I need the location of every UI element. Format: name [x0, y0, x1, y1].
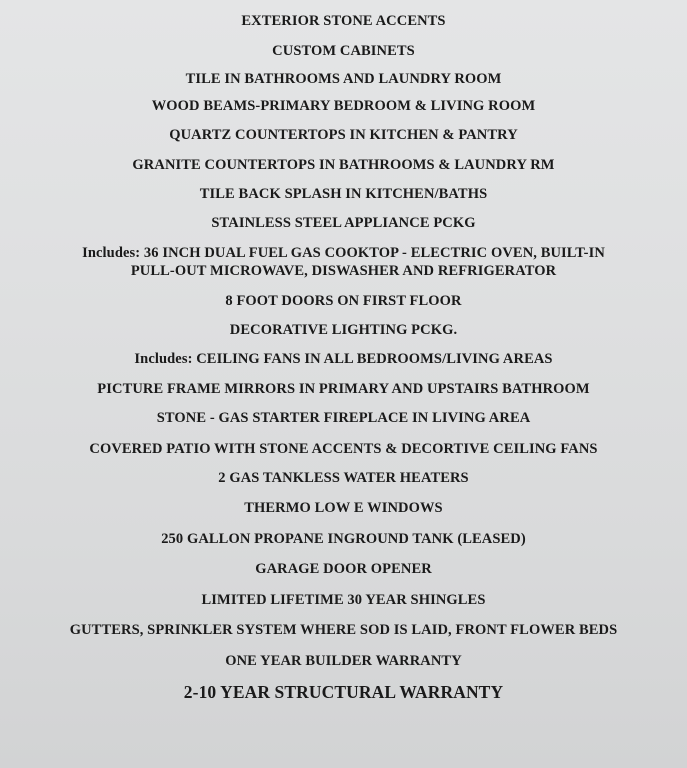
feature-line: PULL-OUT MICROWAVE, DISWASHER AND REFRIGERATOR: [130, 263, 557, 279]
feature-line: Includes: 36 INCH DUAL FUEL GAS COOKTOP - ELECTRIC OVEN, BUILT-IN: [82, 245, 605, 261]
feature-line: TILE IN BATHROOMS AND LAUNDRY ROOM: [185, 71, 502, 87]
feature-line: TILE BACK SPLASH IN KITCHEN/BATHS: [199, 186, 488, 202]
feature-line: STAINLESS STEEL APPLIANCE PCKG: [211, 215, 476, 231]
feature-line: GUTTERS, SPRINKLER SYSTEM WHERE SOD IS LAID, FRONT FLOWER BEDS: [69, 622, 618, 638]
feature-line: 2 GAS TANKLESS WATER HEATERS: [218, 470, 469, 486]
feature-line: 8 FOOT DOORS ON FIRST FLOOR: [225, 293, 462, 309]
feature-line: QUARTZ COUNTERTOPS IN KITCHEN & PANTRY: [169, 127, 518, 143]
feature-line: WOOD BEAMS-PRIMARY BEDROOM & LIVING ROOM: [151, 98, 536, 114]
feature-line: LIMITED LIFETIME 30 YEAR SHINGLES: [201, 592, 486, 608]
feature-line: EXTERIOR STONE ACCENTS: [241, 13, 446, 29]
feature-line: GRANITE COUNTERTOPS IN BATHROOMS & LAUNDRY RM: [132, 157, 555, 173]
feature-line: STONE - GAS STARTER FIREPLACE IN LIVING AREA: [156, 410, 531, 426]
feature-line: 2-10 YEAR STRUCTURAL WARRANTY: [183, 682, 504, 702]
feature-line: DECORATIVE LIGHTING PCKG.: [229, 322, 458, 338]
feature-line: ONE YEAR BUILDER WARRANTY: [225, 653, 462, 669]
feature-line: CUSTOM CABINETS: [272, 43, 415, 59]
feature-line: GARAGE DOOR OPENER: [255, 561, 432, 577]
feature-line: 250 GALLON PROPANE INGROUND TANK (LEASED): [161, 531, 526, 547]
feature-line: PICTURE FRAME MIRRORS IN PRIMARY AND UPSTAIRS BATHROOM: [97, 381, 590, 397]
feature-line: THERMO LOW E WINDOWS: [244, 500, 443, 516]
feature-line: Includes: CEILING FANS IN ALL BEDROOMS/LIVING AREAS: [134, 351, 553, 367]
feature-line: COVERED PATIO WITH STONE ACCENTS & DECORTIVE CEILING FANS: [89, 441, 598, 457]
